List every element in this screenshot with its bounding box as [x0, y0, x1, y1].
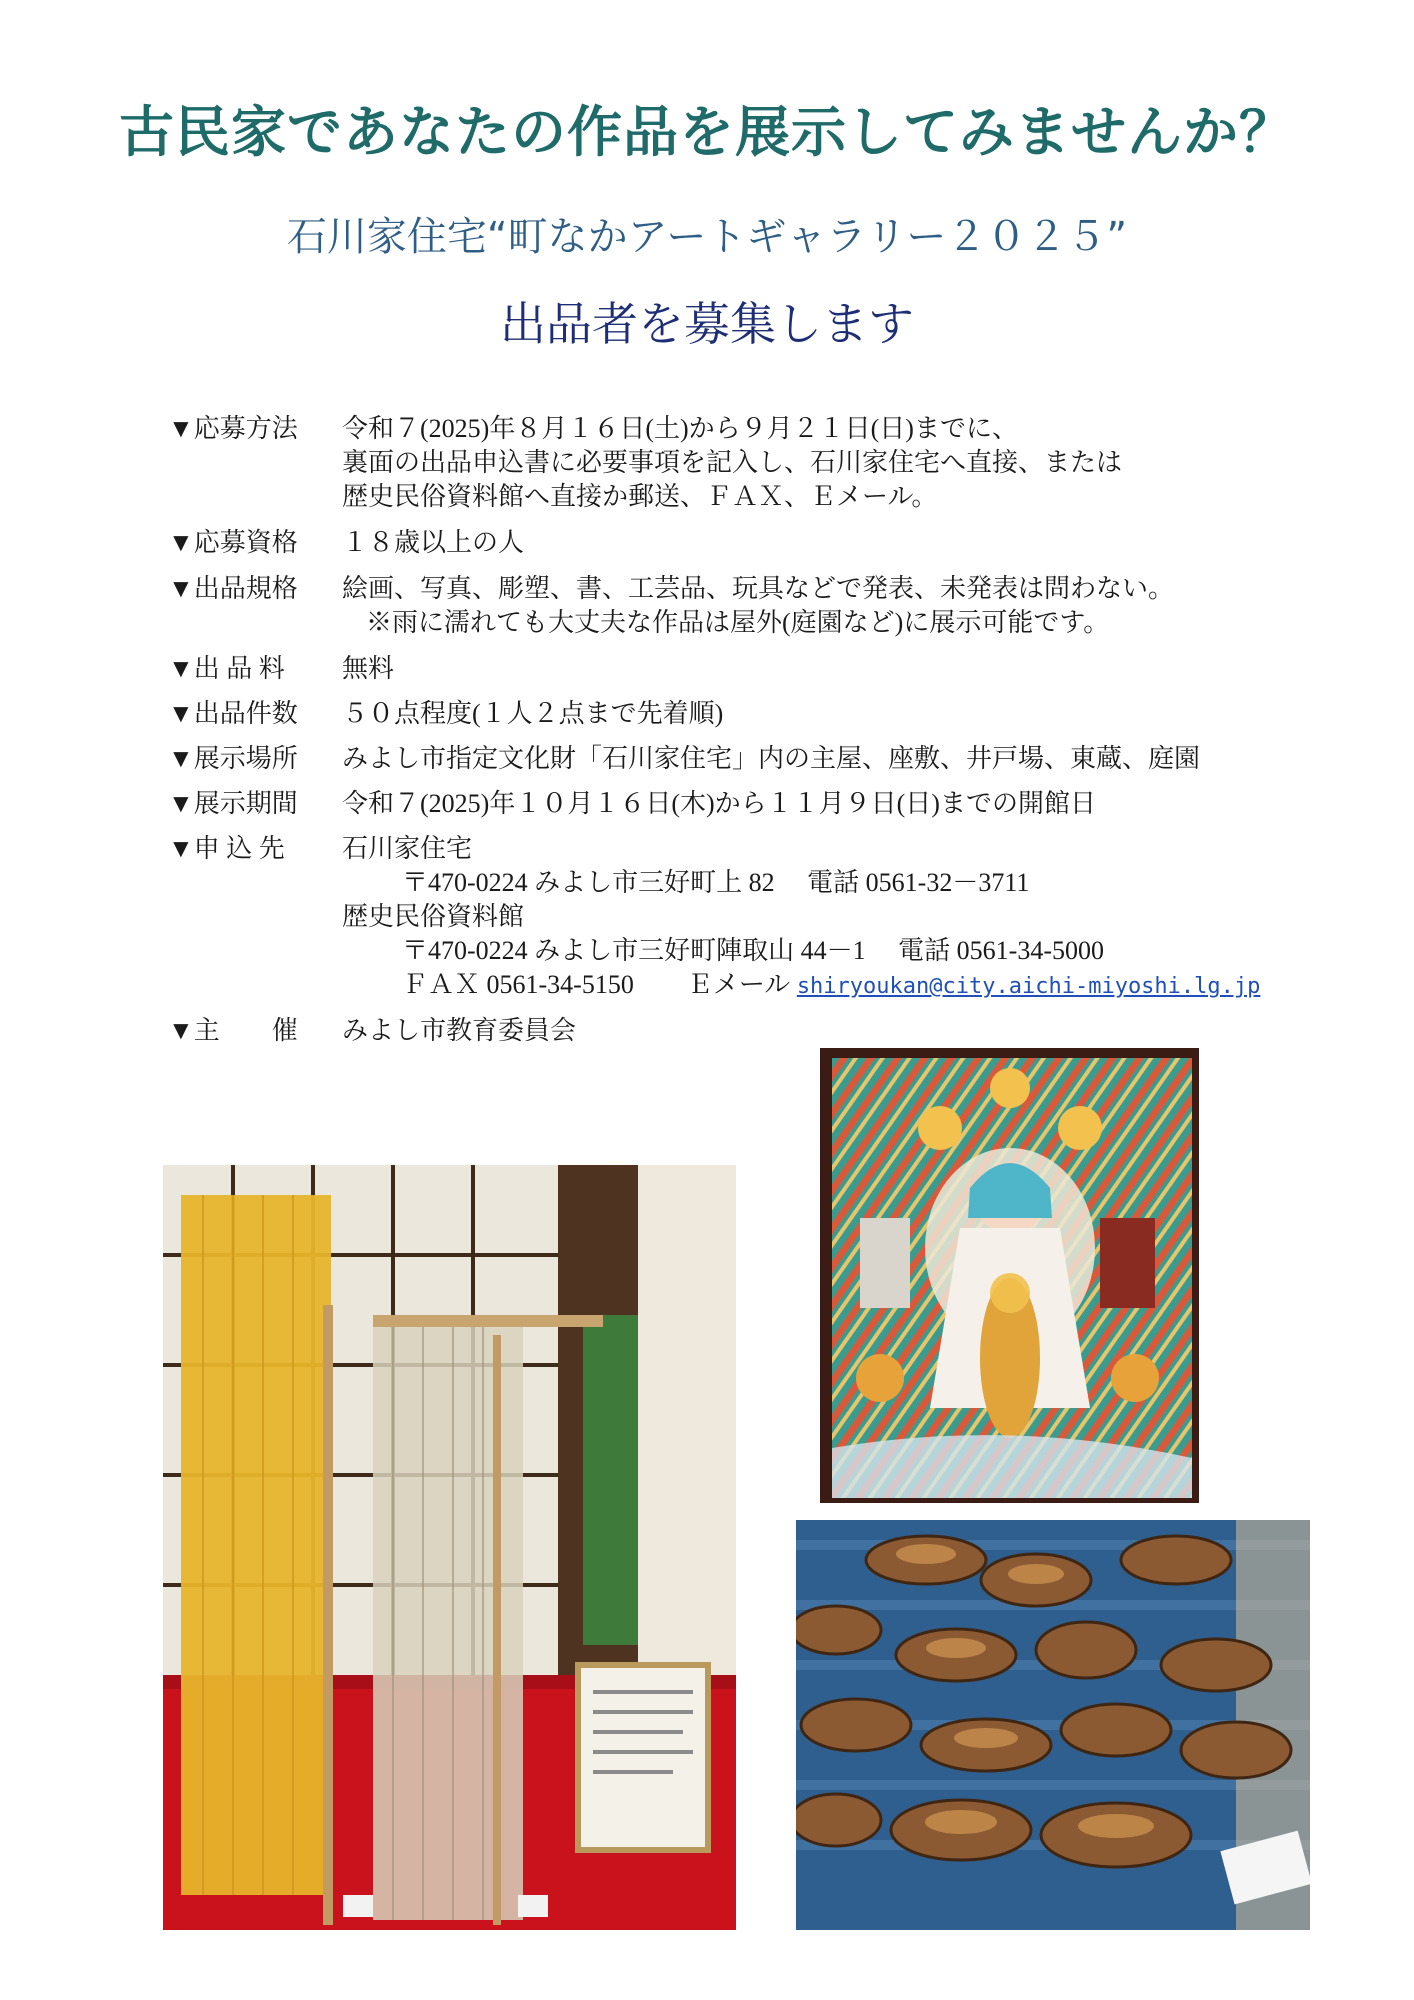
info-label: ▼応募資格 [168, 528, 298, 557]
info-row-eligibility [168, 526, 1328, 572]
info-value: 裏面の出品申込書に必要事項を記入し、石川家住宅へ直接、または [342, 448, 1123, 477]
info-value: 令和７(2025)年１０月１６日(木)から１１月９日(日)までの開館日 [342, 789, 1096, 818]
info-label: ▼主 催 [168, 1016, 298, 1045]
photo-textile-exhibit [163, 1165, 736, 1930]
info-label: ▼応募方法 [168, 414, 298, 443]
info-value: 歴史民俗資料館へ直接か郵送、ＦＡＸ、Ｅメール。 [342, 482, 938, 511]
info-row-contact [168, 832, 1328, 1014]
event-subtitle: 石川家住宅“町なかアートギャラリー２０２５” [286, 214, 1128, 260]
info-label: ▼申 込 先 [168, 834, 285, 863]
info-label: ▼展示場所 [168, 744, 298, 773]
info-label: ▼展示期間 [168, 789, 298, 818]
contact-address: 〒470-0224 みよし市三好町上 82 電話 0561-32－3711 [402, 868, 1030, 897]
info-value: みよし市教育委員会 [342, 1016, 577, 1045]
info-row-method [168, 412, 1328, 514]
page-title: 古民家であなたの作品を展示してみませんか？ [118, 100, 1295, 164]
info-value: 令和７(2025)年８月１６日(土)から９月２１日(日)までに、 [342, 414, 1018, 443]
info-label: ▼出品規格 [168, 574, 298, 603]
info-value: １８歳以上の人 [342, 528, 525, 557]
contact-venue: 石川家住宅 [342, 834, 473, 863]
email-link[interactable]: shiryoukan@city.aichi-miyoshi.lg.jp [796, 974, 1261, 999]
contact-fax-email [342, 968, 1328, 1004]
recruit-heading: 出品者を募集します [500, 297, 914, 351]
info-section [168, 412, 1328, 1054]
info-row-period [168, 787, 1328, 832]
contact-address: 〒470-0224 みよし市三好町陣取山 44－1 電話 0561-34-5000 [402, 936, 1104, 965]
info-label: ▼出品件数 [168, 699, 298, 728]
info-value: 無料 [342, 654, 395, 683]
photo-painting [820, 1048, 1199, 1503]
info-note: ※雨に濡れても大丈夫な作品は屋外(庭園など)に展示可能です。 [366, 608, 1110, 637]
info-value: みよし市指定文化財「石川家住宅」内の主屋、座敷、井戸場、東蔵、庭園 [342, 744, 1201, 773]
contact-fax: ＦＡＸ 0561-34-5150 [402, 970, 634, 999]
info-row-fee [168, 652, 1328, 697]
info-row-spec [168, 572, 1328, 652]
info-row-count [168, 697, 1328, 742]
photo-wooden-cars [796, 1520, 1310, 1930]
contact-venue: 歴史民俗資料館 [342, 902, 525, 931]
info-row-place [168, 742, 1328, 787]
info-label: ▼出 品 料 [168, 654, 285, 683]
info-value: ５０点程度(１人２点まで先着順) [342, 699, 724, 728]
email-label: Ｅメール [686, 970, 791, 999]
info-value: 絵画、写真、彫塑、書、工芸品、玩具などで発表、未発表は問わない。 [342, 574, 1175, 603]
